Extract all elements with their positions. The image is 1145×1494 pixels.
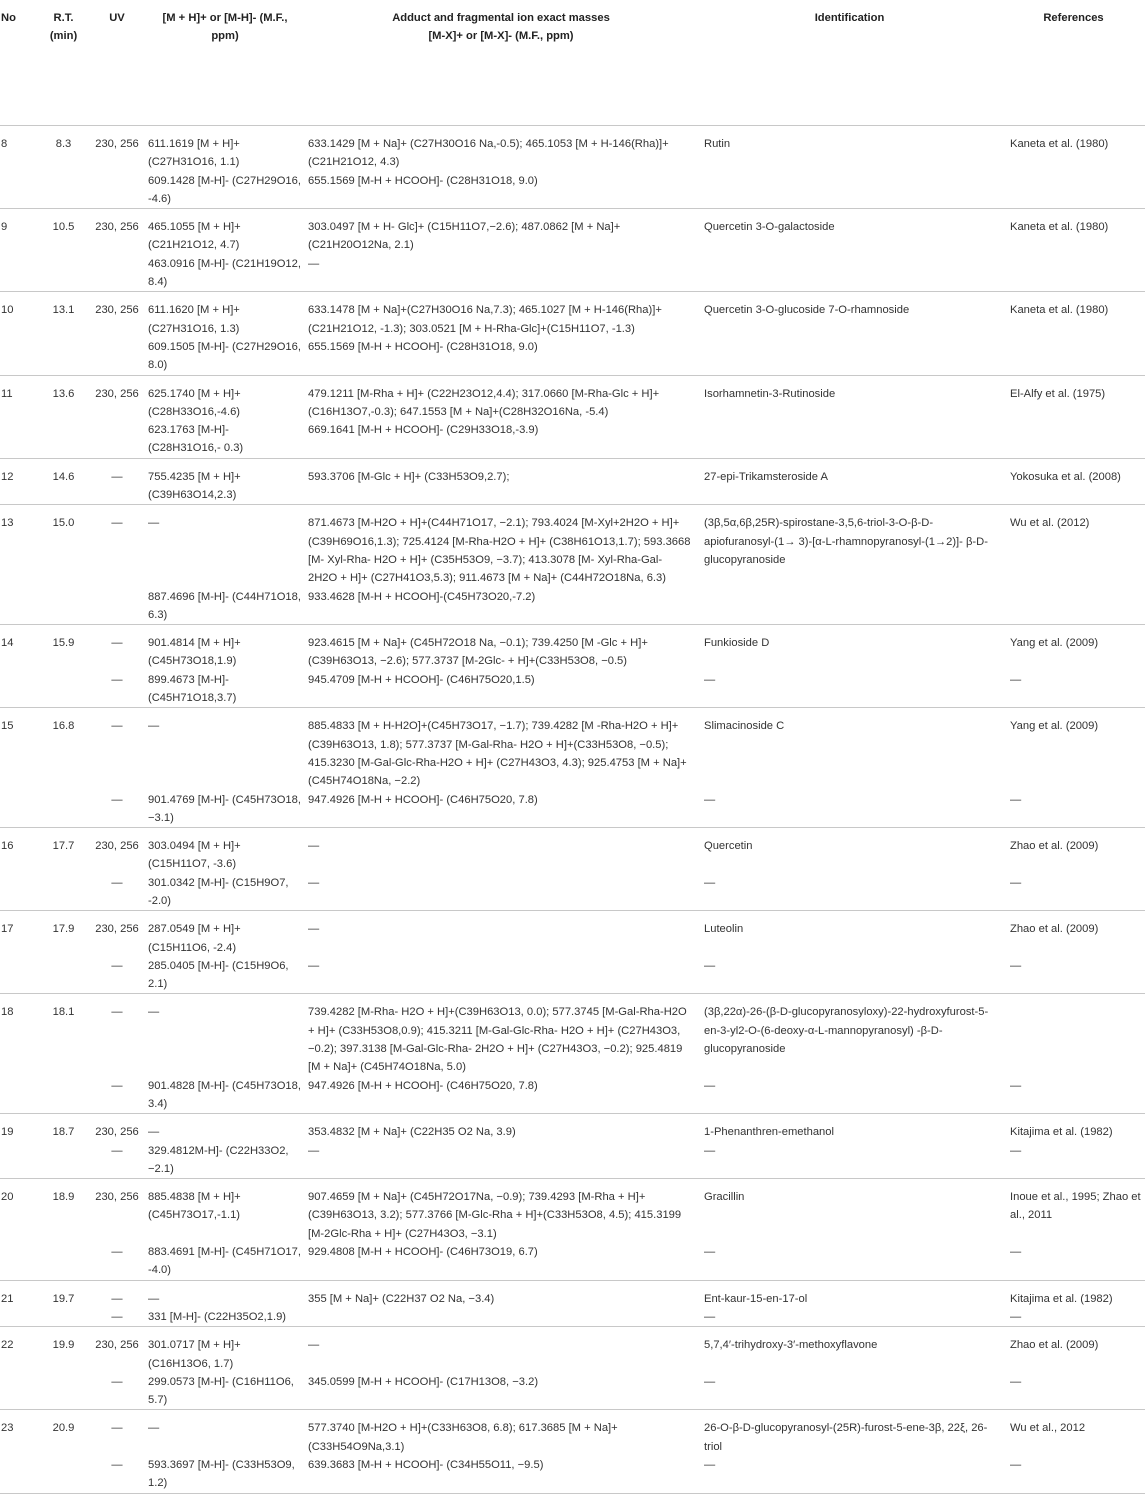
cell-uv: — <box>111 1006 123 1019</box>
cell-precursor: 887.4696 [M-H]- (C44H71O18, 6.3) <box>145 588 305 625</box>
cell-identification: Isorhamnetin-3-Rutinoside <box>704 387 836 400</box>
cell-no: 12 <box>0 458 38 505</box>
cell-fragments: 655.1569 [M-H + HCOOH]- (C28H31O18, 9.0) <box>305 172 697 209</box>
header-fragments: Adduct and fragmental ion exact masses [M-X]+ or [M-X]- (M.F., ppm) <box>305 0 697 126</box>
cell-rt: 19.7 <box>52 1292 75 1305</box>
cell-rt <box>38 1456 89 1493</box>
cell-precursor: — <box>148 1126 160 1139</box>
cell-identification <box>697 255 1002 292</box>
cell-precursor: 885.4838 [M + H]+(C45H73O17,-1.1) <box>148 1191 241 1222</box>
cell-rt: 10.5 <box>52 221 75 234</box>
cell-uv <box>89 588 145 625</box>
cell-fragments: 669.1641 [M-H + HCOOH]- (C29H33O18,-3.9) <box>305 421 697 458</box>
cell-precursor: 463.0916 [M-H]- (C21H19O12, 8.4) <box>145 255 305 292</box>
cell-precursor: 609.1505 [M-H]- (C27H29O16, 8.0) <box>145 338 305 375</box>
cell-precursor: 287.0549 [M + H]+(C15H11O6, -2.4) <box>148 923 241 954</box>
cell-fragments: — <box>305 1142 697 1179</box>
cell-uv: — <box>89 1308 145 1327</box>
cell-uv <box>89 338 145 375</box>
cell-uv: — <box>89 1373 145 1410</box>
cell-rt <box>38 791 89 828</box>
cell-identification: (3β,22α)-26-(β-D-glucopyranosyloxy)-22-hydroxyfurost-5-en-3-yl2-O-(6-deoxy-α-L-mannopyranosyl) -β-D-glucopyranoside <box>704 1006 989 1056</box>
cell-references: — <box>1002 1308 1145 1327</box>
cell-identification: — <box>697 957 1002 994</box>
cell-identification: (3β,5α,6β,25R)-spirostane-3,5,6-triol-3-O-β-D-apiofuranosyl-(1→ 3)-[α-L-rhamnopyranosyl-(1→2)]- β-D-glucopyranoside <box>704 517 988 566</box>
cell-rt <box>38 1373 89 1410</box>
cell-references: — <box>1002 1373 1145 1410</box>
cell-references: — <box>1002 671 1145 708</box>
cell-uv <box>89 421 145 458</box>
table-row <box>0 671 1145 708</box>
cell-precursor: 899.4673 [M-H]- (C45H71O18,3.7) <box>145 671 305 708</box>
cell-rt <box>38 1243 89 1280</box>
cell-rt: 17.9 <box>52 923 75 936</box>
cell-precursor: 329.4812M-H]- (C22H33O2, −2.1) <box>145 1142 305 1179</box>
table-row <box>0 421 1145 458</box>
cell-identification: — <box>697 874 1002 911</box>
cell-identification: — <box>697 1142 1002 1179</box>
cell-references <box>1002 421 1145 458</box>
cell-references: — <box>1002 1456 1145 1493</box>
cell-precursor: 623.1763 [M-H]- (C28H31O16,- 0.3) <box>145 421 305 458</box>
cell-uv: — <box>111 637 123 650</box>
cell-precursor: 593.3697 [M-H]- (C33H53O9, 1.2) <box>145 1456 305 1493</box>
cell-identification: 26-O-β-D-glucopyranosyl-(25R)-furost-5-ene-3β, 22ξ, 26-triol <box>704 1422 988 1453</box>
cell-precursor: 609.1428 [M-H]- (C27H29O16, -4.6) <box>145 172 305 209</box>
cell-references: — <box>1002 1142 1145 1179</box>
cell-no <box>0 172 38 209</box>
cell-references: Yang et al. (2009) <box>1010 637 1099 650</box>
cell-references: Kaneta et al. (1980) <box>1010 138 1109 150</box>
cell-no <box>0 421 38 458</box>
cell-rt: 15.9 <box>52 637 75 650</box>
cell-precursor: 611.1619 [M + H]+ (C27H31O16, 1.1) <box>148 138 240 169</box>
cell-fragments: 633.1429 [M + Na]+ (C27H30O16 Na,-0.5); 465.1053 [M + H-146(Rha)]+ (C21H21O12, 4.3) <box>308 138 669 169</box>
table-row <box>0 172 1145 209</box>
cell-rt <box>38 172 89 209</box>
cell-identification: — <box>697 671 1002 708</box>
cell-references <box>1002 338 1145 375</box>
cell-rt <box>38 1142 89 1179</box>
table-row <box>0 126 1145 172</box>
cell-references: — <box>1002 957 1145 994</box>
cell-no: 18 <box>1 1006 14 1019</box>
table-row <box>0 1456 1145 1493</box>
cell-no <box>0 1243 38 1280</box>
cell-precursor: — <box>148 1422 160 1435</box>
cell-uv: — <box>89 791 145 828</box>
cell-references: Kitajima et al. (1982) <box>1010 1292 1113 1305</box>
header-row <box>0 0 1145 126</box>
cell-references: Yang et al. (2009) <box>1010 720 1099 733</box>
table-row <box>0 1410 1145 1456</box>
table-row <box>0 957 1145 994</box>
table-row <box>0 791 1145 828</box>
cell-references: Zhao et al. (2009) <box>1010 1339 1099 1352</box>
cell-uv: — <box>111 517 123 530</box>
cell-identification: 1-Phenanthren-emethanol <box>704 1126 834 1139</box>
cell-identification: — <box>697 791 1002 828</box>
cell-references: — <box>1002 1243 1145 1280</box>
cell-identification: — <box>697 1243 1002 1280</box>
table-row <box>0 458 1145 505</box>
cell-identification: Gracillin <box>704 1191 745 1204</box>
table-body <box>0 126 1145 1494</box>
table-row <box>0 209 1145 255</box>
cell-precursor: — <box>148 1292 160 1305</box>
cell-no <box>0 671 38 708</box>
cell-no: 23 <box>1 1422 14 1435</box>
cell-rt: 17.7 <box>52 840 75 853</box>
header-rt: R.T. (min) <box>38 0 89 126</box>
header-identification: Identification <box>697 0 1002 126</box>
cell-identification: Quercetin 3-O-galactoside <box>704 221 835 234</box>
cell-identification: Quercetin 3-O-glucoside 7-O-rhamnoside <box>704 304 910 317</box>
table-row <box>0 588 1145 625</box>
cell-fragments: 871.4673 [M-H2O + H]+(C44H71O17, −2.1); 793.4024 [M-Xyl+2H2O + H]+ (C39H69O16,1.3); 725.4124 [M-Rha-H2O + H]+ (C38H61O13,1.7); 593.3668 [M- Xyl-Rha- H2O + H]+ (C35H53O9, −3.7); 413.3078 [M- Xyl-Rha-Gal- 2H2O + H]+ (C27H41O3,5.3); 911.4673 [M + Na]+ (C44H72O18Na, 6.3) <box>308 517 691 585</box>
cell-no: 22 <box>1 1339 14 1352</box>
cell-identification: Slimacinoside C <box>704 720 785 733</box>
cell-rt <box>38 874 89 911</box>
cell-identification <box>697 421 1002 458</box>
cell-fragments: 353.4832 [M + Na]+ (C22H35 O2 Na, 3.9) <box>308 1126 516 1139</box>
cell-no: 16 <box>1 840 14 853</box>
cell-precursor: 299.0573 [M-H]- (C16H11O6, 5.7) <box>145 1373 305 1410</box>
cell-identification: — <box>697 1077 1002 1114</box>
cell-no <box>0 874 38 911</box>
cell-no <box>0 1456 38 1493</box>
cell-fragments: 639.3683 [M-H + HCOOH]- (C34H55O11, −9.5) <box>305 1456 697 1493</box>
cell-fragments: 655.1569 [M-H + HCOOH]- (C28H31O18, 9.0) <box>305 338 697 375</box>
cell-no <box>0 957 38 994</box>
cell-references: Kaneta et al. (1980) <box>1010 221 1109 234</box>
cell-precursor: 331 [M-H]- (C22H35O2,1.9) <box>145 1308 305 1327</box>
cell-rt: 13.1 <box>52 304 75 317</box>
cell-rt: 18.7 <box>52 1126 75 1139</box>
cell-no <box>0 255 38 292</box>
cell-no: 11 <box>1 387 13 400</box>
cell-rt <box>38 588 89 625</box>
cell-precursor: 303.0494 [M + H]+(C15H11O7, -3.6) <box>148 840 241 871</box>
cell-references <box>1002 994 1145 1077</box>
table-row <box>0 625 1145 671</box>
cell-no: 10 <box>1 304 14 317</box>
cell-no <box>0 1142 38 1179</box>
cell-references: Kitajima et al. (1982) <box>1010 1126 1113 1139</box>
cell-fragments: — <box>305 874 697 911</box>
cell-no: 8 <box>1 138 8 150</box>
cell-rt <box>38 957 89 994</box>
cell-identification: Rutin <box>704 138 731 150</box>
cell-precursor: 465.1055 [M + H]+(C21H21O12, 4.7) <box>148 221 241 252</box>
cell-uv: — <box>89 671 145 708</box>
cell-uv: — <box>89 1142 145 1179</box>
cell-precursor: 901.4814 [M + H]+(C45H73O18,1.9) <box>148 637 241 668</box>
cell-fragments: — <box>308 923 320 936</box>
cell-fragments: — <box>308 840 320 853</box>
cell-uv: 230, 256 <box>95 1339 139 1352</box>
cell-no <box>0 791 38 828</box>
cell-no <box>0 1373 38 1410</box>
table-row <box>0 1077 1145 1114</box>
cell-rt: 18.9 <box>52 1191 75 1204</box>
cell-rt <box>38 1077 89 1114</box>
cell-precursor: — <box>148 1006 160 1019</box>
cell-references: El-Alfy et al. (1975) <box>1010 387 1106 400</box>
header-references: References <box>1002 0 1145 126</box>
table-row <box>0 1308 1145 1327</box>
cell-uv: — <box>89 1077 145 1114</box>
cell-precursor: — <box>148 517 160 530</box>
cell-fragments: 355 [M + Na]+ (C22H37 O2 Na, −3.4) <box>308 1292 495 1305</box>
cell-identification: — <box>697 1373 1002 1410</box>
cell-fragments: 933.4628 [M-H + HCOOH]-(C45H73O20,-7.2) <box>305 588 697 625</box>
cell-rt: 14.6 <box>38 458 89 505</box>
cell-uv: — <box>89 874 145 911</box>
cell-identification <box>697 338 1002 375</box>
cell-no: 15 <box>1 720 14 733</box>
cell-references: Wu et al., 2012 <box>1010 1422 1086 1435</box>
cell-uv <box>89 255 145 292</box>
cell-uv <box>89 172 145 209</box>
cell-references: — <box>1002 874 1145 911</box>
cell-rt: 16.8 <box>52 720 75 733</box>
table-row <box>0 292 1145 338</box>
cell-no: 20 <box>1 1191 14 1204</box>
cell-fragments: 947.4926 [M-H + HCOOH]- (C46H75O20, 7.8) <box>305 791 697 828</box>
cell-uv: 230, 256 <box>95 923 139 936</box>
cell-no: 14 <box>1 637 14 650</box>
header-precursor: [M + H]+ or [M-H]- (M.F., ppm) <box>145 0 305 126</box>
cell-fragments: 739.4282 [M-Rha- H2O + H]+(C39H63O13, 0.0); 577.3745 [M-Gal-Rha-H2O + H]+ (C33H53O8,0.9); 415.3211 [M-Gal-Glc-Rha- H2O + H]+ (C27H43O3, −0.2); 397.3138 [M-Gal-Glc-Rha- 2H2O + H]+ (C27H43O3, −0.2); 925.4819 [M + Na]+ (C45H74O18Na, 5.0) <box>308 1006 687 1074</box>
cell-precursor: 901.4769 [M-H]- (C45H73O18, −3.1) <box>145 791 305 828</box>
cell-uv: — <box>89 1456 145 1493</box>
cell-identification: 27-epi-Trikamsteroside A <box>697 458 1002 505</box>
cell-fragments: 633.1478 [M + Na]+(C27H30O16 Na,7.3); 465.1027 [M + H-146(Rha)]+ (C21H21O12, -1.3); 303.0521 [M + H-Rha-Glc]+(C15H11O7, -1.3) <box>308 304 662 335</box>
table-row <box>0 994 1145 1077</box>
cell-no <box>0 338 38 375</box>
cell-precursor: 883.4691 [M-H]- (C45H71O17, -4.0) <box>145 1243 305 1280</box>
cell-references: Kaneta et al. (1980) <box>1010 304 1109 317</box>
cell-no: 9 <box>1 221 8 234</box>
cell-fragments: 945.4709 [M-H + HCOOH]- (C46H75O20,1.5) <box>305 671 697 708</box>
cell-precursor: 625.1740 [M + H]+ (C28H33O16,-4.6) <box>148 387 241 418</box>
cell-precursor: 901.4828 [M-H]- (C45H73O18, 3.4) <box>145 1077 305 1114</box>
table-row <box>0 1179 1145 1243</box>
header-no: No <box>0 0 38 126</box>
cell-rt <box>38 671 89 708</box>
cell-references: Zhao et al. (2009) <box>1010 923 1099 936</box>
cell-uv: — <box>111 720 123 733</box>
cell-fragments: 923.4615 [M + Na]+ (C45H72O18 Na, −0.1); 739.4250 [M -Glc + H]+(C39H63O13, −2.6); 577.3737 [M-2Glc- + H]+(C33H53O8, −0.5) <box>308 637 648 668</box>
cell-rt: 13.6 <box>52 387 75 400</box>
table-row <box>0 1243 1145 1280</box>
cell-precursor: 755.4235 [M + H]+(C39H63O14,2.3) <box>145 458 305 505</box>
cell-uv: 230, 256 <box>95 1191 139 1204</box>
cell-fragments: 577.3740 [M-H2O + H]+(C33H63O8, 6.8); 617.3685 [M + Na]+ (C33H54O9Na,3.1) <box>308 1422 618 1453</box>
cell-uv: — <box>89 1243 145 1280</box>
cell-fragments <box>305 1308 697 1327</box>
table-row <box>0 708 1145 791</box>
cell-no <box>0 1308 38 1327</box>
cell-fragments: 947.4926 [M-H + HCOOH]- (C46H75O20, 7.8) <box>305 1077 697 1114</box>
cell-rt: 19.9 <box>52 1339 75 1352</box>
cell-references: — <box>1002 791 1145 828</box>
cell-uv: — <box>111 1422 123 1435</box>
cell-precursor: 285.0405 [M-H]- (C15H9O6, 2.1) <box>145 957 305 994</box>
table-row <box>0 911 1145 957</box>
cell-rt: 18.1 <box>52 1006 75 1019</box>
header-uv: UV <box>89 0 145 126</box>
cell-identification: Luteolin <box>704 923 744 936</box>
cell-references: Yokosuka et al. (2008) <box>1002 458 1145 505</box>
cell-uv: 230, 256 <box>95 138 139 150</box>
cell-identification: 5,7,4′-trihydroxy-3′-methoxyflavone <box>704 1339 878 1352</box>
table-row <box>0 874 1145 911</box>
cell-uv: 230, 256 <box>95 840 139 853</box>
cell-no <box>0 1077 38 1114</box>
cell-fragments: 907.4659 [M + Na]+ (C45H72O17Na, −0.9); 739.4293 [M-Rha + H]+(C39H63O13, 3.2); 577.3766 [M-Glc-Rha + H]+(C33H53O8, 4.5); 415.3199 [M-2Glc-Rha + H]+ (C27H43O3, −3.1) <box>308 1191 682 1240</box>
cell-fragments: 885.4833 [M + H-H2O]+(C45H73O17, −1.7); 739.4282 [M -Rha-H2O + H]+(C39H63O13, 1.8); 577.3737 [M-Gal-Rha- H2O + H]+(C33H53O8, −0.5); 415.3230 [M-Gal-Glc-Rha-H2O + H]+ (C27H43O3, 4.3); 925.4753 [M + Na]+ (C45H74O18Na, −2.2) <box>308 720 687 788</box>
cell-rt <box>38 421 89 458</box>
cell-references: — <box>1002 1077 1145 1114</box>
table-row <box>0 1327 1145 1373</box>
cell-references <box>1002 255 1145 292</box>
cell-identification: — <box>697 1308 1002 1327</box>
cell-uv: — <box>111 1292 123 1305</box>
table-row <box>0 1142 1145 1179</box>
cell-identification: Funkioside D <box>704 637 770 650</box>
table-row <box>0 1280 1145 1308</box>
cell-precursor: 301.0342 [M-H]- (C15H9O7, -2.0) <box>145 874 305 911</box>
cell-fragments: — <box>305 957 697 994</box>
table-row <box>0 375 1145 421</box>
cell-fragments: 345.0599 [M-H + HCOOH]- (C17H13O8, −3.2) <box>305 1373 697 1410</box>
cell-precursor: — <box>148 720 160 733</box>
table-row <box>0 338 1145 375</box>
cell-identification <box>697 172 1002 209</box>
cell-precursor: 611.1620 [M + H]+(C27H31O16, 1.3) <box>148 304 240 335</box>
cell-fragments: 303.0497 [M + H- Glc]+ (C15H11O7,−2.6); 487.0862 [M + Na]+ (C21H20O12Na, 2.1) <box>308 221 621 252</box>
cell-uv: 230, 256 <box>95 387 139 400</box>
cell-uv: 230, 256 <box>95 1126 139 1139</box>
cell-uv: 230, 256 <box>95 221 139 234</box>
cell-no: 17 <box>1 923 14 936</box>
cell-fragments: 593.3706 [M-Glc + H]+ (C33H53O9,2.7); <box>305 458 697 505</box>
cell-rt: 15.0 <box>52 517 75 530</box>
cell-references: Inoue et al., 1995; Zhao et al., 2011 <box>1010 1191 1141 1222</box>
cell-rt: 8.3 <box>55 138 72 150</box>
cell-uv: 230, 256 <box>95 304 139 317</box>
cell-identification: — <box>697 1456 1002 1493</box>
cell-references: Wu et al. (2012) <box>1010 517 1090 530</box>
cell-rt: 20.9 <box>52 1422 75 1435</box>
cell-uv: — <box>89 957 145 994</box>
cell-uv: — <box>89 458 145 505</box>
cell-identification <box>697 588 1002 625</box>
cell-no: 21 <box>1 1292 14 1305</box>
cell-identification: Ent-kaur-15-en-17-ol <box>704 1292 808 1305</box>
cell-identification: Quercetin <box>704 840 753 853</box>
cell-no: 19 <box>1 1126 14 1139</box>
table-row <box>0 1114 1145 1142</box>
cell-fragments: 929.4808 [M-H + HCOOH]- (C46H73O19, 6.7) <box>305 1243 697 1280</box>
cell-rt <box>38 338 89 375</box>
table-row <box>0 1373 1145 1410</box>
cell-precursor: 301.0717 [M + H]+ (C16H13O6, 1.7) <box>148 1339 241 1370</box>
table-row <box>0 828 1145 874</box>
cell-rt <box>38 255 89 292</box>
cell-no: 13 <box>1 517 14 530</box>
cell-references <box>1002 172 1145 209</box>
cell-rt <box>38 1308 89 1327</box>
cell-fragments: 479.1211 [M-Rha + H]+ (C22H23O12,4.4); 317.0660 [M-Rha-Glc + H]+ (C16H13O7,-0.3); 647.1553 [M + Na]+(C28H32O16Na, -5.4) <box>308 387 660 418</box>
table-row <box>0 505 1145 588</box>
table-row <box>0 255 1145 292</box>
cell-fragments: — <box>308 1339 320 1352</box>
cell-references <box>1002 588 1145 625</box>
cell-no <box>0 588 38 625</box>
cell-fragments: — <box>305 255 697 292</box>
cell-references: Zhao et al. (2009) <box>1010 840 1099 853</box>
